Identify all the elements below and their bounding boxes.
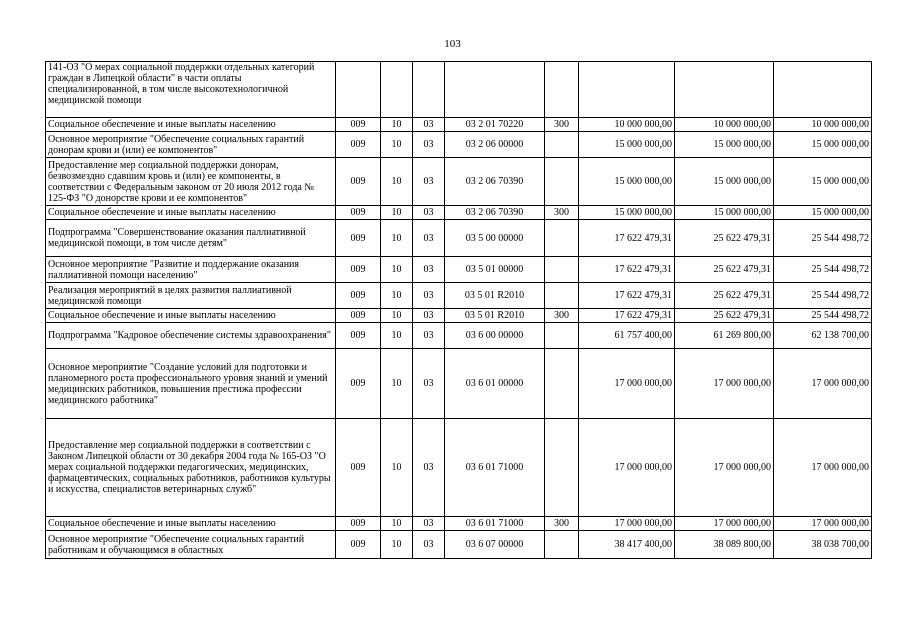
cell-expense-type: [545, 531, 579, 559]
cell-section: 10: [381, 132, 413, 158]
cell-ministry: 009: [336, 118, 381, 132]
cell-amount-year-1: 17 622 479,31: [579, 283, 675, 309]
cell-subsection: 03: [413, 118, 445, 132]
cell-expense-type: 300: [545, 206, 579, 220]
cell-name: Подпрограмма "Совершенствование оказания паллиативной медицинской помощи, в том числе детям": [46, 220, 336, 257]
cell-amount-year-3: 17 000 000,00: [774, 349, 872, 419]
table-row: [46, 206, 872, 220]
cell-section: 10: [381, 349, 413, 419]
cell-amount-year-1: 17 622 479,31: [579, 220, 675, 257]
page-number: 103: [444, 38, 461, 50]
cell-expense-type: [545, 283, 579, 309]
cell-expense-type: 300: [545, 309, 579, 323]
cell-amount-year-1: 15 000 000,00: [579, 158, 675, 206]
cell-amount-year-3: 25 544 498,72: [774, 220, 872, 257]
cell-expense-type: [545, 62, 579, 118]
cell-amount-year-2: 25 622 479,31: [675, 309, 774, 323]
cell-amount-year-1: 17 000 000,00: [579, 517, 675, 531]
cell-amount-year-1: 17 000 000,00: [579, 419, 675, 517]
cell-expense-type: [545, 257, 579, 283]
cell-ministry: 009: [336, 132, 381, 158]
cell-section: 10: [381, 118, 413, 132]
cell-amount-year-3: [774, 62, 872, 118]
cell-ministry: 009: [336, 158, 381, 206]
cell-name: Предоставление мер социальной поддержки донорам, безвозмездно сдавшим кровь и (или) ее компоненты, в соответствии с Федеральным законом от 20 июля 2012 года № 125-ФЗ "О донорстве крови и ее компонентов": [46, 158, 336, 206]
cell-name: Предоставление мер социальной поддержки в соответствии с Законом Липецкой области от 30 декабря 2004 года № 165-ОЗ "О мерах социальной поддержки педагогических, медицинских, фармацевтических, социальных работников, работников культуры и искусства, специалистов ветеринарных служб": [46, 419, 336, 517]
cell-amount-year-1: 17 622 479,31: [579, 309, 675, 323]
cell-section: [381, 62, 413, 118]
cell-name: Подпрограмма "Кадровое обеспечение системы здравоохранения": [46, 323, 336, 349]
cell-section: 10: [381, 517, 413, 531]
cell-ministry: 009: [336, 531, 381, 559]
cell-amount-year-3: 17 000 000,00: [774, 517, 872, 531]
cell-amount-year-2: 25 622 479,31: [675, 257, 774, 283]
cell-subsection: [413, 62, 445, 118]
cell-subsection: 03: [413, 132, 445, 158]
cell-amount-year-2: [675, 62, 774, 118]
cell-amount-year-2: 25 622 479,31: [675, 220, 774, 257]
cell-expense-type: 300: [545, 517, 579, 531]
cell-amount-year-3: 38 038 700,00: [774, 531, 872, 559]
cell-subsection: 03: [413, 323, 445, 349]
cell-amount-year-3: 15 000 000,00: [774, 206, 872, 220]
cell-subsection: 03: [413, 158, 445, 206]
cell-amount-year-1: 17 000 000,00: [579, 349, 675, 419]
budget-table: [45, 61, 872, 559]
cell-name: 141-ОЗ "О мерах социальной поддержки отдельных категорий граждан в Липецкой области" в части оплаты специализированной, в том числе высокотехнологичной медицинской помощи: [46, 62, 336, 118]
cell-name: Реализация мероприятий в целях развития паллиативной медицинской помощи: [46, 283, 336, 309]
cell-amount-year-2: 15 000 000,00: [675, 158, 774, 206]
cell-section: 10: [381, 419, 413, 517]
cell-subsection: 03: [413, 517, 445, 531]
cell-section: 10: [381, 220, 413, 257]
table-row: [46, 257, 872, 283]
cell-subsection: 03: [413, 283, 445, 309]
table-row: [46, 132, 872, 158]
cell-target-code: [445, 62, 545, 118]
cell-amount-year-2: 15 000 000,00: [675, 206, 774, 220]
cell-target-code: 03 5 01 R2010: [445, 309, 545, 323]
cell-amount-year-1: 61 757 400,00: [579, 323, 675, 349]
cell-name: Основное мероприятие "Создание условий для подготовки и планомерного роста профессионального уровня знаний и умений медицинских работников, повышения престижа профессии медицинского работника": [46, 349, 336, 419]
cell-target-code: 03 6 01 71000: [445, 517, 545, 531]
cell-subsection: 03: [413, 257, 445, 283]
cell-amount-year-3: 25 544 498,72: [774, 257, 872, 283]
cell-amount-year-3: 62 138 700,00: [774, 323, 872, 349]
cell-amount-year-1: 15 000 000,00: [579, 132, 675, 158]
cell-amount-year-3: 15 000 000,00: [774, 132, 872, 158]
cell-amount-year-1: 38 417 400,00: [579, 531, 675, 559]
cell-section: 10: [381, 283, 413, 309]
cell-target-code: 03 6 01 71000: [445, 419, 545, 517]
cell-subsection: 03: [413, 531, 445, 559]
cell-amount-year-2: 10 000 000,00: [675, 118, 774, 132]
cell-name: Основное мероприятие "Обеспечение социальных гарантий работникам и обучающимся в областных: [46, 531, 336, 559]
cell-target-code: 03 6 00 00000: [445, 323, 545, 349]
cell-subsection: 03: [413, 220, 445, 257]
cell-ministry: 009: [336, 349, 381, 419]
cell-expense-type: [545, 419, 579, 517]
cell-amount-year-3: 17 000 000,00: [774, 419, 872, 517]
table-row: [46, 517, 872, 531]
cell-amount-year-3: 10 000 000,00: [774, 118, 872, 132]
cell-amount-year-2: 17 000 000,00: [675, 349, 774, 419]
cell-target-code: 03 6 07 00000: [445, 531, 545, 559]
cell-name: Социальное обеспечение и иные выплаты населению: [46, 309, 336, 323]
cell-amount-year-2: 17 000 000,00: [675, 419, 774, 517]
cell-amount-year-2: 15 000 000,00: [675, 132, 774, 158]
table-row: [46, 118, 872, 132]
cell-name: Социальное обеспечение и иные выплаты населению: [46, 118, 336, 132]
table-row: [46, 419, 872, 517]
cell-amount-year-1: 17 622 479,31: [579, 257, 675, 283]
cell-subsection: 03: [413, 206, 445, 220]
cell-amount-year-1: 10 000 000,00: [579, 118, 675, 132]
cell-ministry: [336, 62, 381, 118]
cell-name: Основное мероприятие "Развитие и поддержание оказания паллиативной помощи населению": [46, 257, 336, 283]
cell-name: Социальное обеспечение и иные выплаты населению: [46, 517, 336, 531]
table-row: [46, 158, 872, 206]
cell-ministry: 009: [336, 419, 381, 517]
cell-ministry: 009: [336, 517, 381, 531]
table-row: [46, 62, 872, 118]
cell-amount-year-2: 17 000 000,00: [675, 517, 774, 531]
cell-target-code: 03 2 01 70220: [445, 118, 545, 132]
cell-amount-year-2: 61 269 800,00: [675, 323, 774, 349]
cell-target-code: 03 6 01 00000: [445, 349, 545, 419]
table-row: [46, 283, 872, 309]
cell-target-code: 03 2 06 00000: [445, 132, 545, 158]
cell-ministry: 009: [336, 309, 381, 323]
cell-amount-year-1: 15 000 000,00: [579, 206, 675, 220]
cell-expense-type: [545, 349, 579, 419]
cell-amount-year-2: 38 089 800,00: [675, 531, 774, 559]
table-row: [46, 323, 872, 349]
cell-amount-year-1: [579, 62, 675, 118]
cell-expense-type: 300: [545, 118, 579, 132]
table-row: [46, 220, 872, 257]
cell-section: 10: [381, 158, 413, 206]
cell-section: 10: [381, 257, 413, 283]
cell-amount-year-2: 25 622 479,31: [675, 283, 774, 309]
cell-ministry: 009: [336, 257, 381, 283]
cell-expense-type: [545, 220, 579, 257]
cell-section: 10: [381, 206, 413, 220]
cell-amount-year-3: 25 544 498,72: [774, 283, 872, 309]
cell-expense-type: [545, 323, 579, 349]
cell-subsection: 03: [413, 349, 445, 419]
cell-ministry: 009: [336, 206, 381, 220]
cell-name: Основное мероприятие "Обеспечение социальных гарантий донорам крови и (или) ее компонентов": [46, 132, 336, 158]
cell-target-code: 03 2 06 70390: [445, 158, 545, 206]
table-row: [46, 531, 872, 559]
cell-section: 10: [381, 323, 413, 349]
cell-target-code: 03 5 01 00000: [445, 257, 545, 283]
cell-target-code: 03 2 06 70390: [445, 206, 545, 220]
cell-name: Социальное обеспечение и иные выплаты населению: [46, 206, 336, 220]
cell-target-code: 03 5 00 00000: [445, 220, 545, 257]
cell-subsection: 03: [413, 419, 445, 517]
cell-amount-year-3: 15 000 000,00: [774, 158, 872, 206]
cell-target-code: 03 5 01 R2010: [445, 283, 545, 309]
cell-section: 10: [381, 309, 413, 323]
cell-ministry: 009: [336, 323, 381, 349]
cell-amount-year-3: 25 544 498,72: [774, 309, 872, 323]
cell-expense-type: [545, 132, 579, 158]
cell-section: 10: [381, 531, 413, 559]
cell-ministry: 009: [336, 283, 381, 309]
table-row: [46, 349, 872, 419]
table-row: [46, 309, 872, 323]
cell-subsection: 03: [413, 309, 445, 323]
cell-ministry: 009: [336, 220, 381, 257]
cell-expense-type: [545, 158, 579, 206]
